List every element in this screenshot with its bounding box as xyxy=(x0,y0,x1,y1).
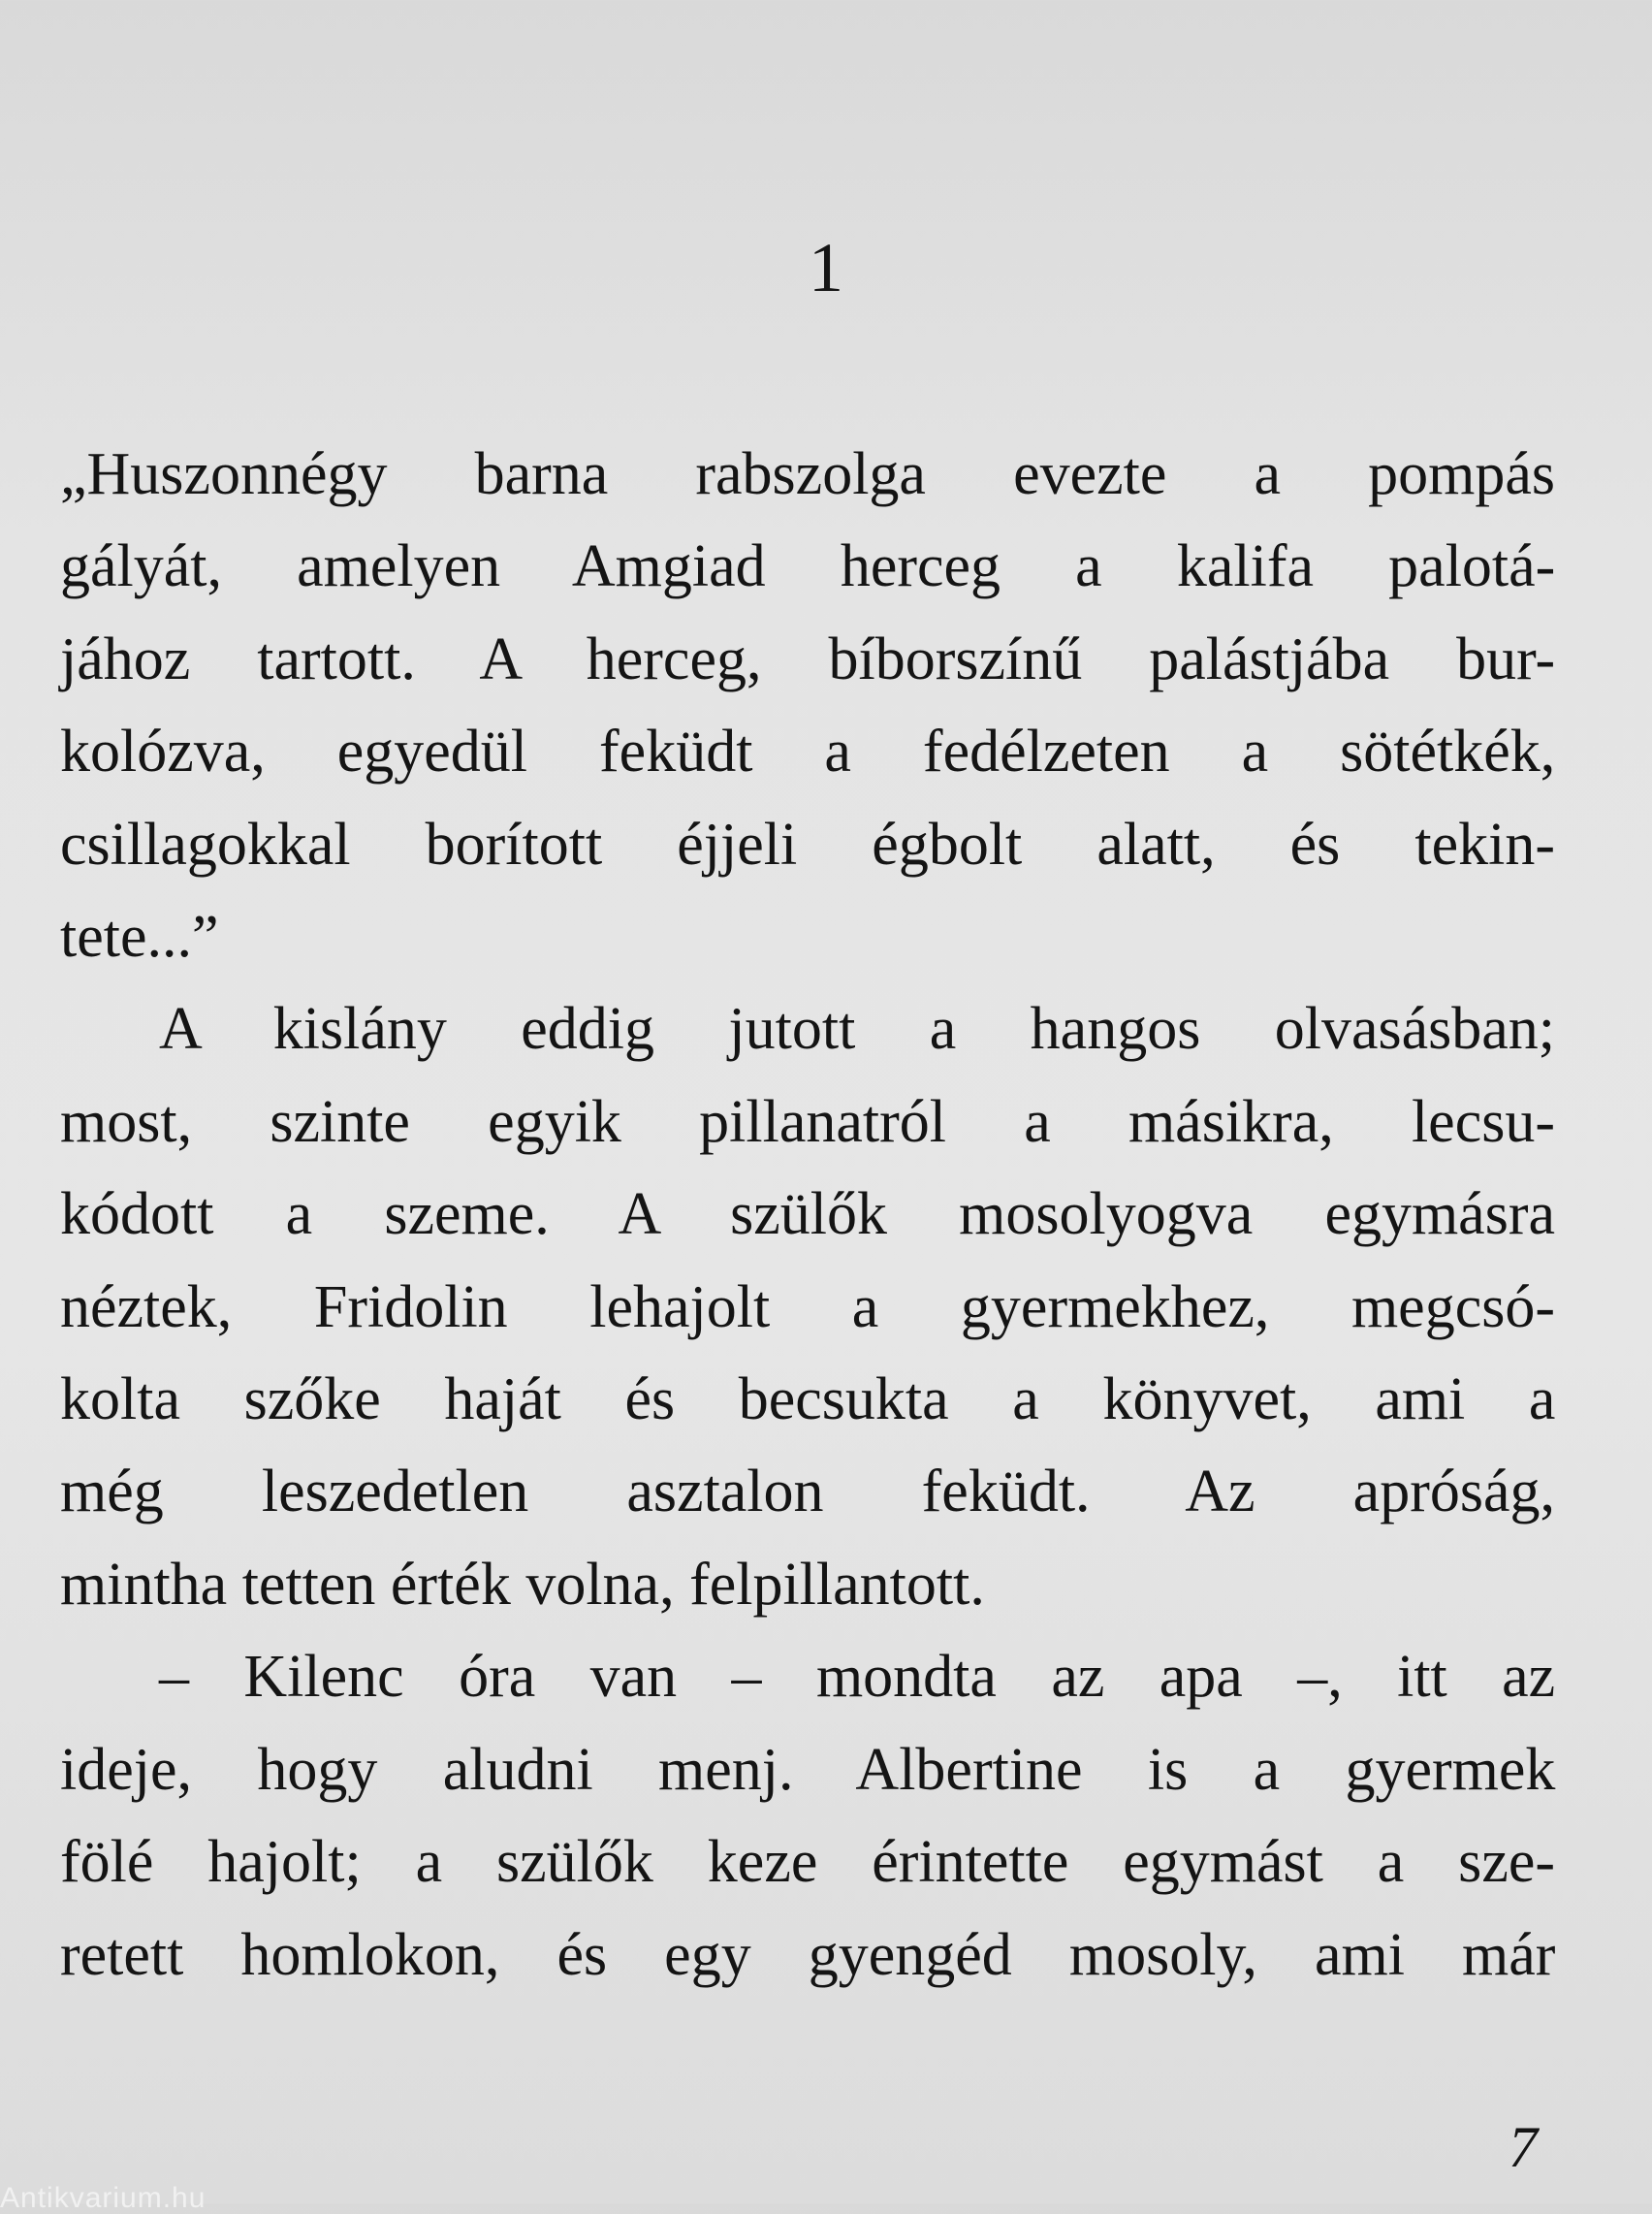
paragraph-2 xyxy=(60,983,1555,1631)
page-number: 7 xyxy=(1509,2115,1538,2179)
text-line: gályát, amelyen Amgiad herceg a kalifa palotá- xyxy=(60,533,1556,600)
text-line: retett homlokon, és egy gyengéd mosoly, ami már xyxy=(60,1921,1556,1988)
text-line: kolta szőke haját és becsukta a könyvet, ami a xyxy=(60,1366,1556,1433)
text-line: A kislány eddig jutott a hangos olvasásban; xyxy=(159,996,1555,1063)
text-line: csillagokkal borított éjjeli égbolt alatt, és tekin- xyxy=(60,811,1555,878)
watermark-text: Antikvarium.hu xyxy=(0,2182,206,2214)
text-line: mintha tetten érték volna, felpillantott. xyxy=(60,1551,985,1618)
text-line: kolózva, egyedül feküdt a fedélzeten a sötétkék, xyxy=(60,719,1556,786)
text-line: most, szinte egyik pillanatról a másikra, lecsu- xyxy=(60,1088,1555,1155)
text-line: ideje, hogy aludni menj. Albertine is a gyermek xyxy=(60,1736,1556,1803)
text-line: jához tartott. A herceg, bíborszínű palástjába bur- xyxy=(60,626,1556,692)
text-line: tete...” xyxy=(60,904,219,971)
chapter-number: 1 xyxy=(809,229,843,306)
text-line: néztek, Fridolin lehajolt a gyermekhez, megcsó- xyxy=(60,1273,1555,1340)
text-line: kódott a szeme. A szülők mosolyogva egymásra xyxy=(60,1181,1555,1248)
text-line: fölé hajolt; a szülők keze érintette egymást a sze- xyxy=(60,1829,1555,1896)
text-line: – Kilenc óra van – mondta az apa –, itt az xyxy=(159,1644,1556,1711)
text-line: „Huszonnégy barna rabszolga evezte a pompás xyxy=(60,441,1555,507)
paragraph-3 xyxy=(60,1631,1555,2002)
body-text xyxy=(60,429,1555,2002)
text-line: még leszedetlen asztalon feküdt. Az apróság, xyxy=(60,1459,1555,1525)
paragraph-1 xyxy=(60,429,1555,983)
